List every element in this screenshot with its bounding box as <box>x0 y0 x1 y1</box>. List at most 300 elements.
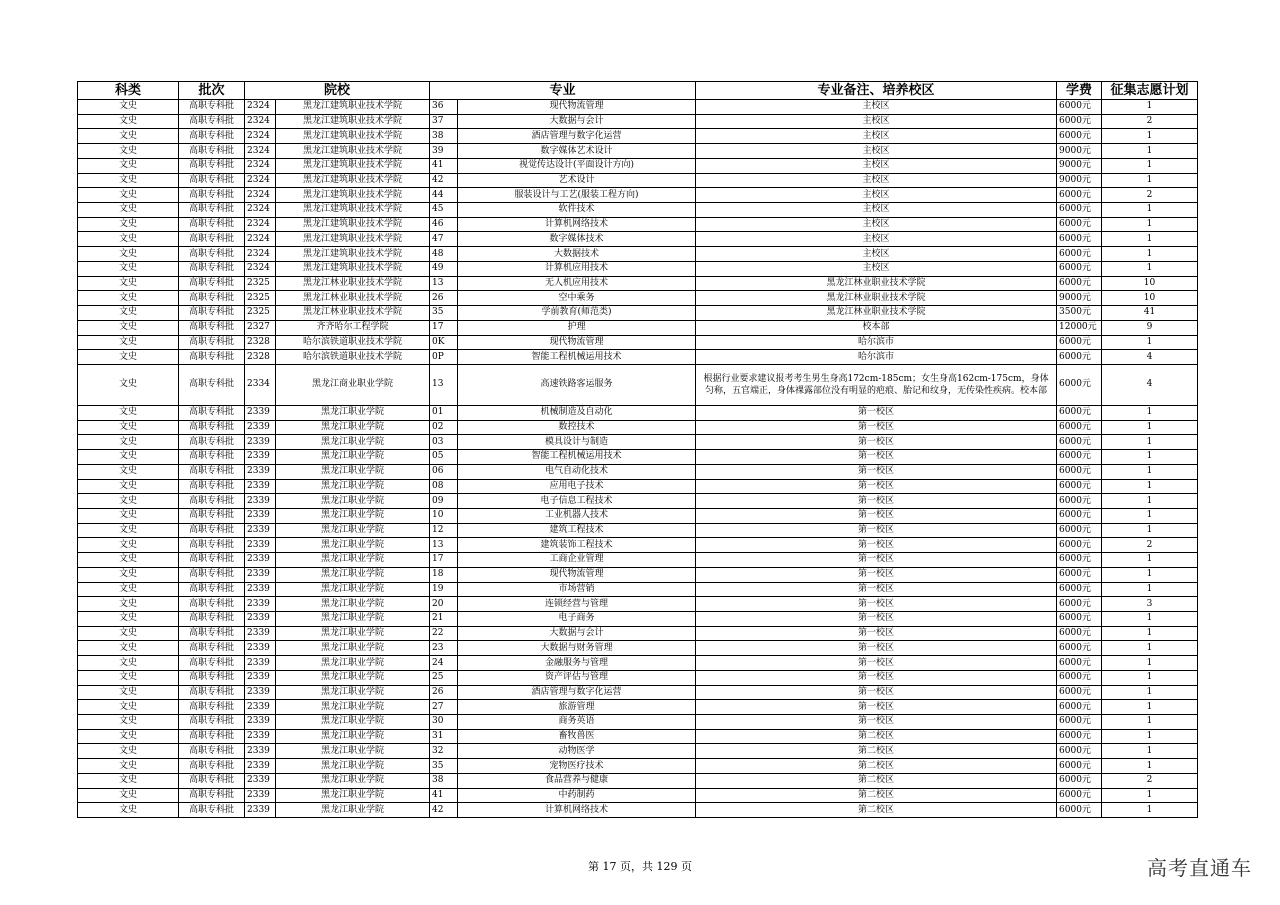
quota-cell: 1 <box>1102 685 1198 700</box>
batch-cell: 高职专科批 <box>179 700 245 715</box>
tuition-cell: 6000元 <box>1057 364 1102 405</box>
major-name-cell: 旅游管理 <box>458 700 696 715</box>
notes-campus-cell: 第二校区 <box>696 773 1057 788</box>
subject-type-cell: 文史 <box>78 744 179 759</box>
notes-campus-cell: 根据行业要求建议报考考生男生身高172cm-185cm；女生身高162cm-175cm，身体匀称，五官端正，身体裸露部位没有明显的疤痕、胎记和纹身，无传染性疾病。校本部 <box>696 364 1057 405</box>
table-row <box>78 188 1198 203</box>
tuition-cell: 6000元 <box>1057 335 1102 350</box>
notes-campus-cell: 主校区 <box>696 261 1057 276</box>
notes-campus-cell: 第二校区 <box>696 744 1057 759</box>
batch-cell: 高职专科批 <box>179 291 245 306</box>
table-row <box>78 276 1198 291</box>
tuition-cell: 6000元 <box>1057 656 1102 671</box>
table-row <box>78 114 1198 129</box>
table-row <box>78 744 1198 759</box>
tuition-cell: 6000元 <box>1057 276 1102 291</box>
subject-type-cell: 文史 <box>78 261 179 276</box>
batch-cell: 高职专科批 <box>179 203 245 218</box>
college-name-cell: 黑龙江职业学院 <box>276 553 430 568</box>
batch-cell: 高职专科批 <box>179 364 245 405</box>
batch-cell: 高职专科批 <box>179 523 245 538</box>
major-code-cell: 42 <box>430 173 458 188</box>
major-name-cell: 电气自动化技术 <box>458 464 696 479</box>
major-code-cell: 17 <box>430 553 458 568</box>
tuition-cell: 12000元 <box>1057 320 1102 335</box>
quota-cell: 2 <box>1102 114 1198 129</box>
quota-cell: 2 <box>1102 773 1198 788</box>
major-code-cell: 47 <box>430 232 458 247</box>
notes-campus-cell: 哈尔滨市 <box>696 350 1057 365</box>
major-code-cell: 01 <box>430 405 458 420</box>
tuition-cell: 6000元 <box>1057 494 1102 509</box>
major-name-cell: 高速铁路客运服务 <box>458 364 696 405</box>
major-code-cell: 36 <box>430 100 458 115</box>
major-name-cell: 大数据与财务管理 <box>458 641 696 656</box>
college-name-cell: 黑龙江职业学院 <box>276 597 430 612</box>
tuition-cell: 6000元 <box>1057 464 1102 479</box>
tuition-cell: 6000元 <box>1057 744 1102 759</box>
quota-cell: 1 <box>1102 508 1198 523</box>
notes-campus-cell: 第一校区 <box>696 494 1057 509</box>
quota-cell: 9 <box>1102 320 1198 335</box>
subject-type-cell: 文史 <box>78 773 179 788</box>
table-row <box>78 320 1198 335</box>
subject-type-cell: 文史 <box>78 494 179 509</box>
subject-type-cell: 文史 <box>78 626 179 641</box>
college-name-cell: 黑龙江职业学院 <box>276 759 430 774</box>
quota-cell: 2 <box>1102 538 1198 553</box>
subject-type-cell: 文史 <box>78 350 179 365</box>
subject-type-cell: 文史 <box>78 553 179 568</box>
subject-type-cell: 文史 <box>78 144 179 159</box>
table-row <box>78 612 1198 627</box>
major-code-cell: 0P <box>430 350 458 365</box>
major-name-cell: 计算机网络技术 <box>458 803 696 818</box>
batch-cell: 高职专科批 <box>179 350 245 365</box>
major-code-cell: 42 <box>430 803 458 818</box>
subject-type-cell: 文史 <box>78 217 179 232</box>
subject-type-cell: 文史 <box>78 158 179 173</box>
major-code-cell: 26 <box>430 291 458 306</box>
table-row <box>78 700 1198 715</box>
major-name-cell: 视觉传达设计(平面设计方向) <box>458 158 696 173</box>
college-name-cell: 齐齐哈尔工程学院 <box>276 320 430 335</box>
batch-cell: 高职专科批 <box>179 435 245 450</box>
subject-type-cell: 文史 <box>78 612 179 627</box>
batch-cell: 高职专科批 <box>179 597 245 612</box>
page-number: 第 17 页，共 129 页 <box>588 860 692 873</box>
college-code-cell: 2339 <box>245 479 276 494</box>
tuition-cell: 6000元 <box>1057 261 1102 276</box>
notes-campus-cell: 第一校区 <box>696 567 1057 582</box>
tuition-cell: 6000元 <box>1057 420 1102 435</box>
college-code-cell: 2325 <box>245 306 276 321</box>
quota-cell: 1 <box>1102 656 1198 671</box>
batch-cell: 高职专科批 <box>179 100 245 115</box>
major-code-cell: 25 <box>430 670 458 685</box>
tuition-cell: 6000元 <box>1057 567 1102 582</box>
quota-cell: 1 <box>1102 494 1198 509</box>
subject-type-cell: 文史 <box>78 114 179 129</box>
notes-campus-cell: 哈尔滨市 <box>696 335 1057 350</box>
major-name-cell: 动物医学 <box>458 744 696 759</box>
quota-cell: 1 <box>1102 464 1198 479</box>
major-code-cell: 21 <box>430 612 458 627</box>
major-name-cell: 数控技术 <box>458 420 696 435</box>
notes-campus-cell: 第一校区 <box>696 582 1057 597</box>
batch-cell: 高职专科批 <box>179 479 245 494</box>
tuition-cell: 6000元 <box>1057 405 1102 420</box>
batch-cell: 高职专科批 <box>179 773 245 788</box>
batch-cell: 高职专科批 <box>179 656 245 671</box>
major-name-cell: 软件技术 <box>458 203 696 218</box>
batch-cell: 高职专科批 <box>179 729 245 744</box>
college-name-cell: 黑龙江职业学院 <box>276 508 430 523</box>
batch-cell: 高职专科批 <box>179 553 245 568</box>
batch-cell: 高职专科批 <box>179 803 245 818</box>
notes-campus-cell: 第一校区 <box>696 464 1057 479</box>
major-name-cell: 现代物流管理 <box>458 567 696 582</box>
notes-campus-cell: 主校区 <box>696 129 1057 144</box>
batch-cell: 高职专科批 <box>179 114 245 129</box>
header-notes-campus: 专业备注、培养校区 <box>696 82 1057 100</box>
notes-campus-cell: 主校区 <box>696 173 1057 188</box>
college-name-cell: 黑龙江职业学院 <box>276 420 430 435</box>
quota-cell: 1 <box>1102 700 1198 715</box>
major-name-cell: 现代物流管理 <box>458 335 696 350</box>
tuition-cell: 6000元 <box>1057 188 1102 203</box>
subject-type-cell: 文史 <box>78 100 179 115</box>
subject-type-cell: 文史 <box>78 420 179 435</box>
table-row <box>78 364 1198 405</box>
college-code-cell: 2339 <box>245 582 276 597</box>
major-code-cell: 10 <box>430 508 458 523</box>
subject-type-cell: 文史 <box>78 788 179 803</box>
major-code-cell: 23 <box>430 641 458 656</box>
major-code-cell: 20 <box>430 597 458 612</box>
major-code-cell: 49 <box>430 261 458 276</box>
tuition-cell: 6000元 <box>1057 508 1102 523</box>
subject-type-cell: 文史 <box>78 450 179 465</box>
tuition-cell: 6000元 <box>1057 479 1102 494</box>
table-row <box>78 100 1198 115</box>
header-tuition: 学费 <box>1057 82 1102 100</box>
subject-type-cell: 文史 <box>78 685 179 700</box>
college-name-cell: 黑龙江职业学院 <box>276 788 430 803</box>
major-name-cell: 资产评估与管理 <box>458 670 696 685</box>
notes-campus-cell: 第一校区 <box>696 700 1057 715</box>
watermark: 高考直通车 <box>1147 856 1252 880</box>
college-code-cell: 2334 <box>245 364 276 405</box>
quota-cell: 10 <box>1102 291 1198 306</box>
table-row <box>78 261 1198 276</box>
tuition-cell: 6000元 <box>1057 582 1102 597</box>
major-name-cell: 学前教育(师范类) <box>458 306 696 321</box>
quota-cell: 1 <box>1102 247 1198 262</box>
major-name-cell: 连锁经营与管理 <box>458 597 696 612</box>
major-code-cell: 24 <box>430 656 458 671</box>
major-name-cell: 电子信息工程技术 <box>458 494 696 509</box>
major-name-cell: 工商企业管理 <box>458 553 696 568</box>
college-name-cell: 黑龙江职业学院 <box>276 656 430 671</box>
major-name-cell: 建筑工程技术 <box>458 523 696 538</box>
tuition-cell: 6000元 <box>1057 685 1102 700</box>
tuition-cell: 6000元 <box>1057 450 1102 465</box>
major-code-cell: 09 <box>430 494 458 509</box>
college-name-cell: 黑龙江林业职业技术学院 <box>276 291 430 306</box>
college-code-cell: 2339 <box>245 420 276 435</box>
batch-cell: 高职专科批 <box>179 744 245 759</box>
tuition-cell: 6000元 <box>1057 715 1102 730</box>
major-name-cell: 现代物流管理 <box>458 100 696 115</box>
batch-cell: 高职专科批 <box>179 788 245 803</box>
batch-cell: 高职专科批 <box>179 641 245 656</box>
batch-cell: 高职专科批 <box>179 276 245 291</box>
college-name-cell: 黑龙江林业职业技术学院 <box>276 276 430 291</box>
table-row <box>78 435 1198 450</box>
table-row <box>78 759 1198 774</box>
notes-campus-cell: 黑龙江林业职业技术学院 <box>696 291 1057 306</box>
major-code-cell: 13 <box>430 538 458 553</box>
college-code-cell: 2339 <box>245 450 276 465</box>
major-code-cell: 37 <box>430 114 458 129</box>
notes-campus-cell: 第一校区 <box>696 656 1057 671</box>
major-code-cell: 26 <box>430 685 458 700</box>
tuition-cell: 6000元 <box>1057 114 1102 129</box>
notes-campus-cell: 黑龙江林业职业技术学院 <box>696 306 1057 321</box>
table-row <box>78 173 1198 188</box>
college-code-cell: 2339 <box>245 597 276 612</box>
tuition-cell: 6000元 <box>1057 538 1102 553</box>
college-code-cell: 2339 <box>245 523 276 538</box>
table-row <box>78 656 1198 671</box>
quota-cell: 1 <box>1102 203 1198 218</box>
major-name-cell: 数字媒体技术 <box>458 232 696 247</box>
notes-campus-cell: 第二校区 <box>696 729 1057 744</box>
major-code-cell: 0K <box>430 335 458 350</box>
table-row <box>78 350 1198 365</box>
tuition-cell: 6000元 <box>1057 700 1102 715</box>
tuition-cell: 6000元 <box>1057 803 1102 818</box>
subject-type-cell: 文史 <box>78 582 179 597</box>
major-code-cell: 22 <box>430 626 458 641</box>
batch-cell: 高职专科批 <box>179 320 245 335</box>
notes-campus-cell: 第一校区 <box>696 420 1057 435</box>
college-code-cell: 2324 <box>245 173 276 188</box>
quota-cell: 1 <box>1102 803 1198 818</box>
batch-cell: 高职专科批 <box>179 232 245 247</box>
college-code-cell: 2339 <box>245 656 276 671</box>
major-code-cell: 39 <box>430 144 458 159</box>
batch-cell: 高职专科批 <box>179 173 245 188</box>
notes-campus-cell: 黑龙江林业职业技术学院 <box>696 276 1057 291</box>
tuition-cell: 6000元 <box>1057 247 1102 262</box>
college-code-cell: 2324 <box>245 247 276 262</box>
quota-cell: 1 <box>1102 335 1198 350</box>
notes-campus-cell: 第一校区 <box>696 612 1057 627</box>
table-row <box>78 641 1198 656</box>
quota-cell: 1 <box>1102 144 1198 159</box>
college-code-cell: 2339 <box>245 626 276 641</box>
college-name-cell: 黑龙江职业学院 <box>276 435 430 450</box>
notes-campus-cell: 第二校区 <box>696 803 1057 818</box>
batch-cell: 高职专科批 <box>179 538 245 553</box>
tuition-cell: 9000元 <box>1057 173 1102 188</box>
tuition-cell: 9000元 <box>1057 291 1102 306</box>
quota-cell: 1 <box>1102 479 1198 494</box>
major-name-cell: 智能工程机械运用技术 <box>458 450 696 465</box>
batch-cell: 高职专科批 <box>179 144 245 159</box>
college-code-cell: 2325 <box>245 276 276 291</box>
header-quota: 征集志愿计划 <box>1102 82 1198 100</box>
major-code-cell: 05 <box>430 450 458 465</box>
college-name-cell: 黑龙江职业学院 <box>276 612 430 627</box>
table-row <box>78 232 1198 247</box>
quota-cell: 1 <box>1102 553 1198 568</box>
college-name-cell: 黑龙江建筑职业技术学院 <box>276 114 430 129</box>
major-code-cell: 32 <box>430 744 458 759</box>
notes-campus-cell: 第一校区 <box>696 685 1057 700</box>
quota-cell: 1 <box>1102 641 1198 656</box>
subject-type-cell: 文史 <box>78 320 179 335</box>
major-name-cell: 商务英语 <box>458 715 696 730</box>
college-code-cell: 2328 <box>245 335 276 350</box>
tuition-cell: 9000元 <box>1057 158 1102 173</box>
table-row <box>78 788 1198 803</box>
notes-campus-cell: 第一校区 <box>696 553 1057 568</box>
major-name-cell: 工业机器人技术 <box>458 508 696 523</box>
college-name-cell: 黑龙江建筑职业技术学院 <box>276 247 430 262</box>
major-code-cell: 38 <box>430 129 458 144</box>
college-name-cell: 黑龙江职业学院 <box>276 744 430 759</box>
major-name-cell: 无人机应用技术 <box>458 276 696 291</box>
college-code-cell: 2339 <box>245 803 276 818</box>
table-row <box>78 715 1198 730</box>
college-name-cell: 黑龙江职业学院 <box>276 641 430 656</box>
notes-campus-cell: 主校区 <box>696 217 1057 232</box>
table-row <box>78 803 1198 818</box>
subject-type-cell: 文史 <box>78 335 179 350</box>
major-code-cell: 03 <box>430 435 458 450</box>
table-row <box>78 597 1198 612</box>
quota-cell: 1 <box>1102 129 1198 144</box>
quota-cell: 1 <box>1102 729 1198 744</box>
header-batch: 批次 <box>179 82 245 100</box>
tuition-cell: 6000元 <box>1057 350 1102 365</box>
major-name-cell: 市场营销 <box>458 582 696 597</box>
quota-cell: 10 <box>1102 276 1198 291</box>
quota-cell: 3 <box>1102 597 1198 612</box>
subject-type-cell: 文史 <box>78 597 179 612</box>
college-name-cell: 黑龙江职业学院 <box>276 715 430 730</box>
subject-type-cell: 文史 <box>78 803 179 818</box>
college-name-cell: 哈尔滨铁道职业技术学院 <box>276 350 430 365</box>
college-code-cell: 2339 <box>245 715 276 730</box>
major-name-cell: 计算机网络技术 <box>458 217 696 232</box>
table-row <box>78 203 1198 218</box>
tuition-cell: 6000元 <box>1057 759 1102 774</box>
tuition-cell: 6000元 <box>1057 626 1102 641</box>
tuition-cell: 6000元 <box>1057 217 1102 232</box>
subject-type-cell: 文史 <box>78 247 179 262</box>
major-code-cell: 31 <box>430 729 458 744</box>
tuition-cell: 9000元 <box>1057 144 1102 159</box>
notes-campus-cell: 主校区 <box>696 232 1057 247</box>
batch-cell: 高职专科批 <box>179 508 245 523</box>
quota-cell: 1 <box>1102 158 1198 173</box>
major-code-cell: 27 <box>430 700 458 715</box>
major-code-cell: 48 <box>430 247 458 262</box>
notes-campus-cell: 第一校区 <box>696 405 1057 420</box>
major-code-cell: 02 <box>430 420 458 435</box>
college-name-cell: 黑龙江建筑职业技术学院 <box>276 232 430 247</box>
notes-campus-cell: 第二校区 <box>696 759 1057 774</box>
college-code-cell: 2339 <box>245 538 276 553</box>
batch-cell: 高职专科批 <box>179 464 245 479</box>
batch-cell: 高职专科批 <box>179 247 245 262</box>
major-code-cell: 45 <box>430 203 458 218</box>
batch-cell: 高职专科批 <box>179 494 245 509</box>
quota-cell: 1 <box>1102 450 1198 465</box>
batch-cell: 高职专科批 <box>179 158 245 173</box>
table-row <box>78 247 1198 262</box>
tuition-cell: 6000元 <box>1057 232 1102 247</box>
tuition-cell: 6000元 <box>1057 203 1102 218</box>
major-code-cell: 44 <box>430 188 458 203</box>
subject-type-cell: 文史 <box>78 364 179 405</box>
table-row <box>78 129 1198 144</box>
table-row <box>78 553 1198 568</box>
college-code-cell: 2325 <box>245 291 276 306</box>
college-code-cell: 2339 <box>245 700 276 715</box>
college-code-cell: 2339 <box>245 494 276 509</box>
table-row <box>78 729 1198 744</box>
header-row <box>78 82 1198 100</box>
college-code-cell: 2339 <box>245 508 276 523</box>
batch-cell: 高职专科批 <box>179 715 245 730</box>
subject-type-cell: 文史 <box>78 567 179 582</box>
quota-cell: 1 <box>1102 523 1198 538</box>
notes-campus-cell: 第一校区 <box>696 450 1057 465</box>
college-code-cell: 2339 <box>245 773 276 788</box>
college-name-cell: 黑龙江林业职业技术学院 <box>276 306 430 321</box>
major-name-cell: 计算机应用技术 <box>458 261 696 276</box>
college-name-cell: 黑龙江职业学院 <box>276 450 430 465</box>
college-code-cell: 2327 <box>245 320 276 335</box>
batch-cell: 高职专科批 <box>179 261 245 276</box>
subject-type-cell: 文史 <box>78 203 179 218</box>
major-name-cell: 空中乘务 <box>458 291 696 306</box>
subject-type-cell: 文史 <box>78 129 179 144</box>
quota-cell: 1 <box>1102 405 1198 420</box>
college-name-cell: 黑龙江职业学院 <box>276 523 430 538</box>
notes-campus-cell: 第一校区 <box>696 715 1057 730</box>
notes-campus-cell: 第一校区 <box>696 670 1057 685</box>
college-code-cell: 2339 <box>245 744 276 759</box>
table-row <box>78 567 1198 582</box>
quota-cell: 4 <box>1102 350 1198 365</box>
major-name-cell: 机械制造及自动化 <box>458 405 696 420</box>
college-code-cell: 2324 <box>245 114 276 129</box>
college-name-cell: 黑龙江建筑职业技术学院 <box>276 173 430 188</box>
notes-campus-cell: 校本部 <box>696 320 1057 335</box>
table-row <box>78 450 1198 465</box>
subject-type-cell: 文史 <box>78 508 179 523</box>
quota-cell: 1 <box>1102 173 1198 188</box>
major-code-cell: 17 <box>430 320 458 335</box>
major-code-cell: 13 <box>430 364 458 405</box>
college-code-cell: 2324 <box>245 158 276 173</box>
